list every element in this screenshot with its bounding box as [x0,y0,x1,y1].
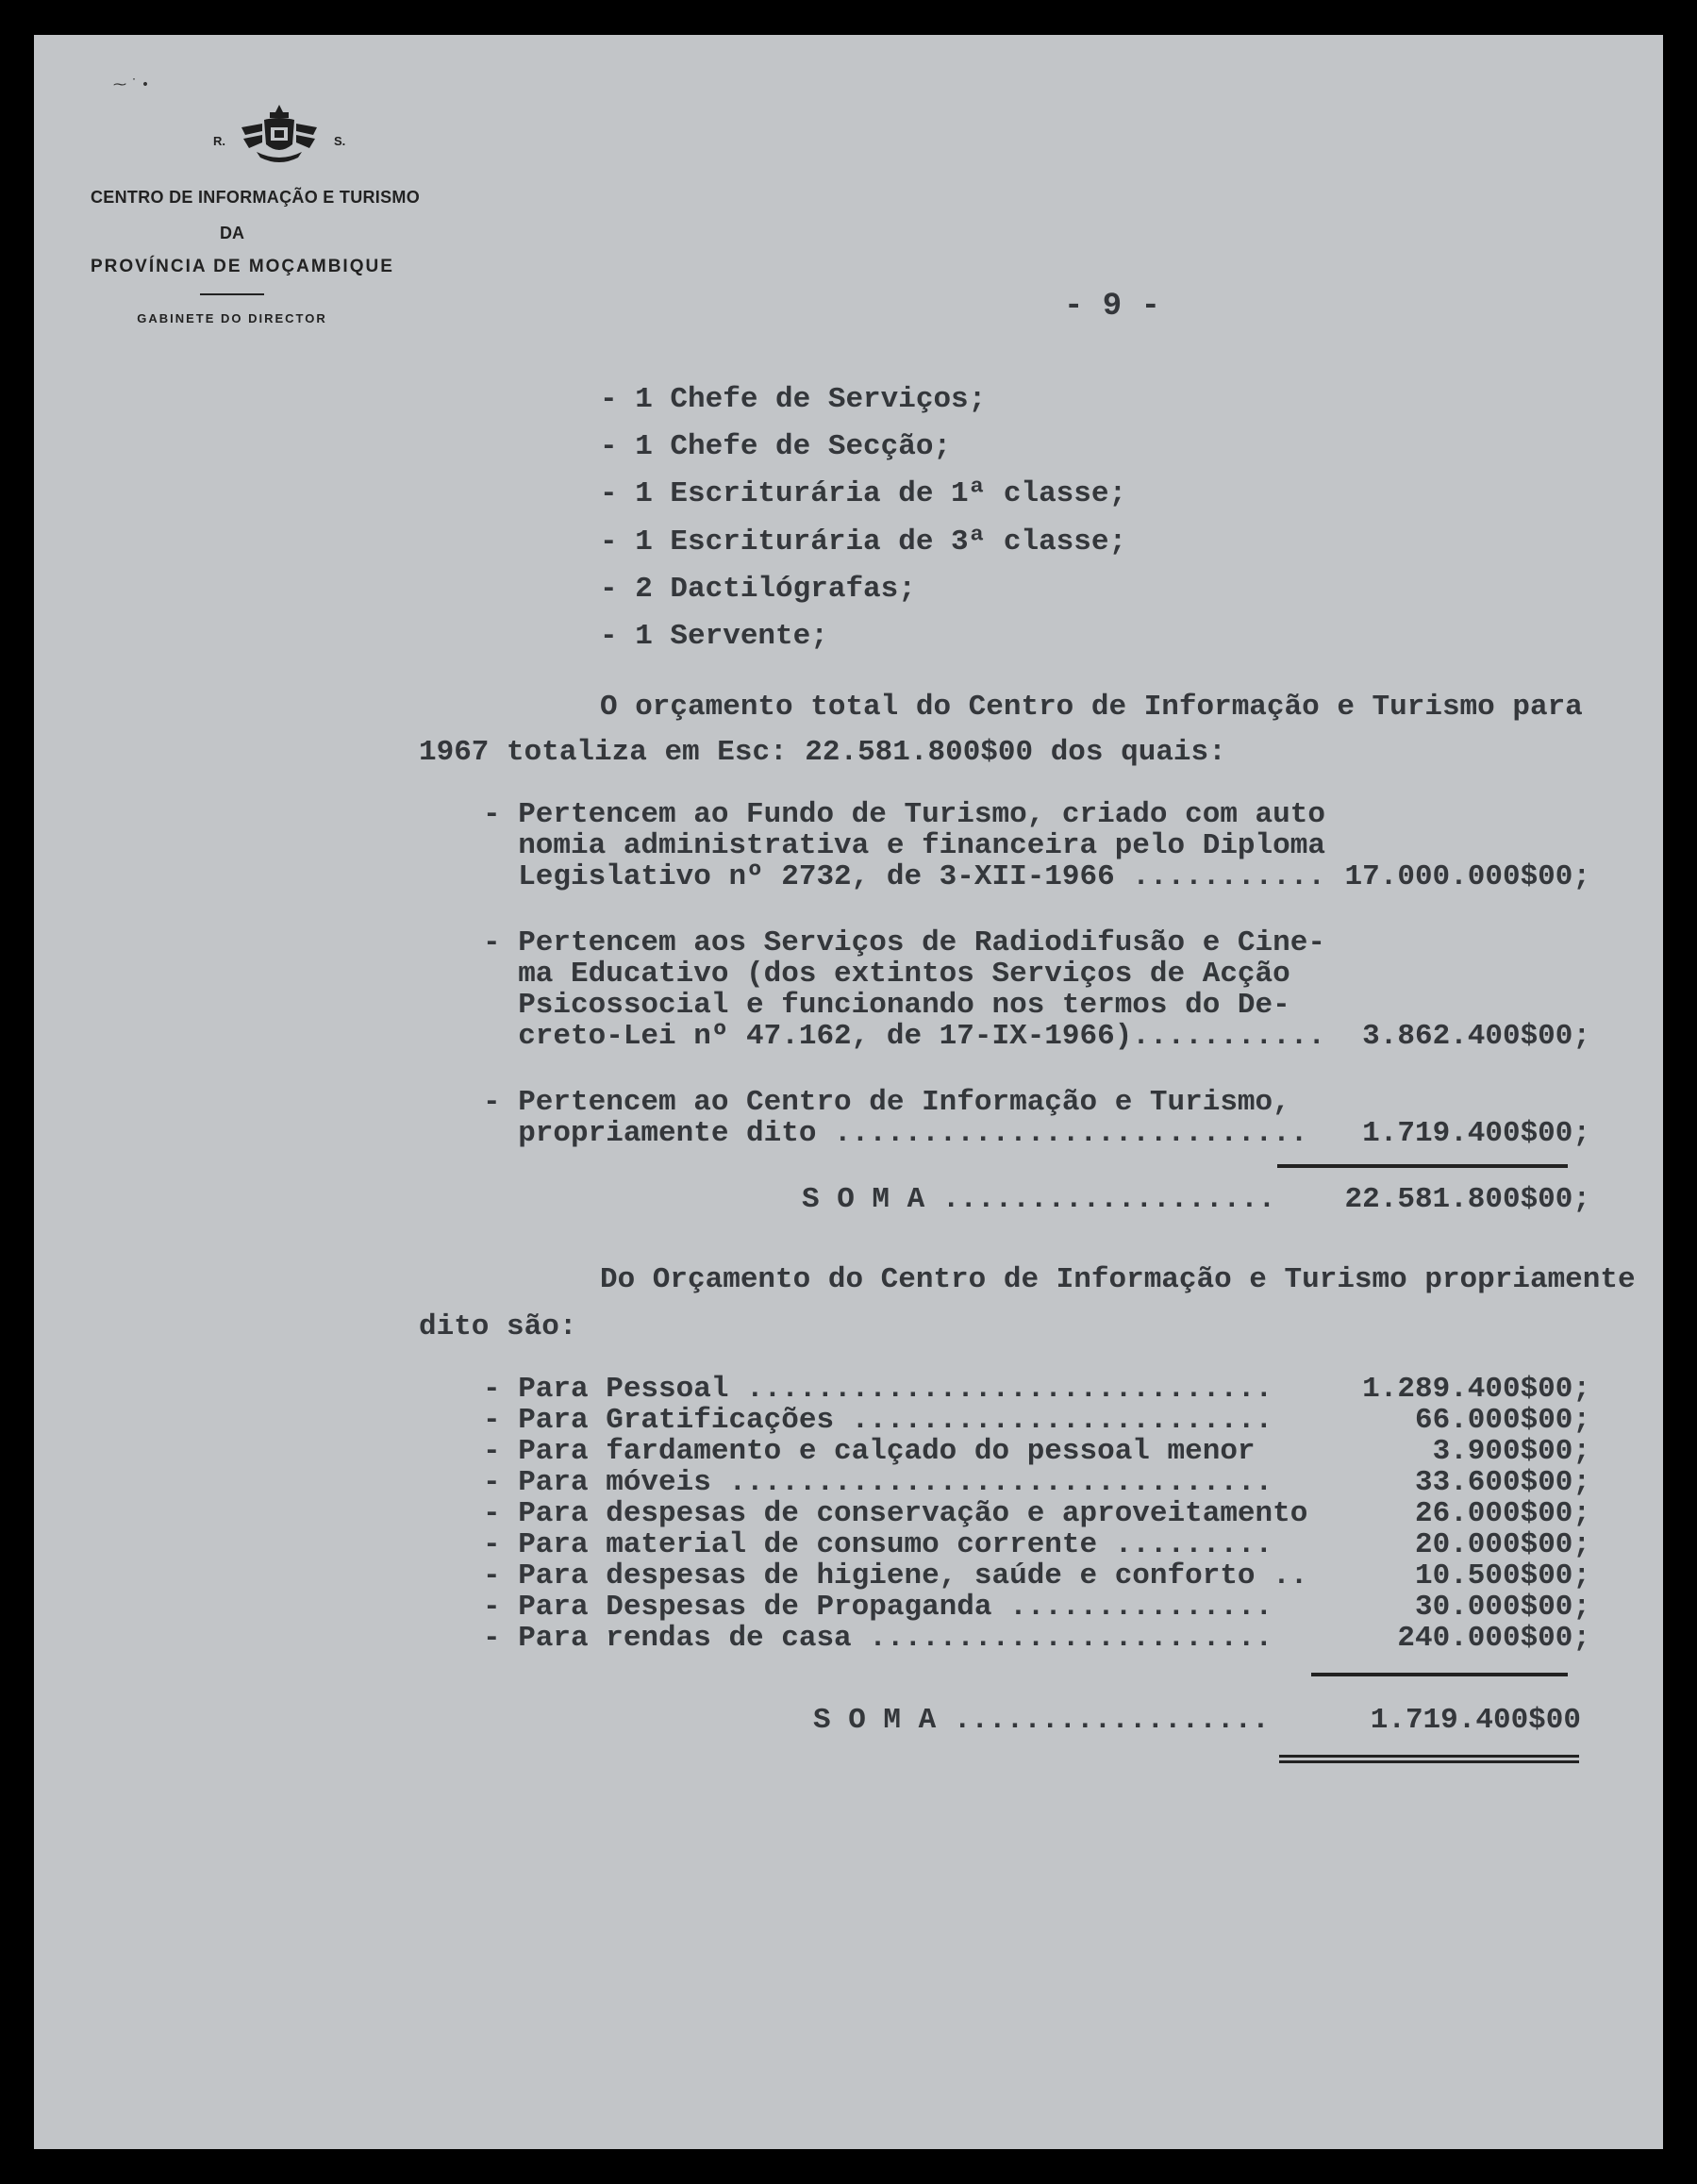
budget-item-line: nomia administrativa e financeira pelo Diploma [483,829,1325,862]
letterhead-line-3: PROVÍNCIA DE MOÇAMBIQUE [91,257,394,276]
detail-row-amount: 66.000$00; [1414,1404,1590,1437]
detail-row-label: - Para rendas de casa ....................... [483,1622,1273,1655]
detail-row-amount: 1.289.400$00; [1362,1373,1590,1406]
letterhead-line-4: GABINETE DO DIRECTOR [137,311,327,325]
sum-rule [1311,1673,1568,1676]
detail-row-amount: 30.000$00; [1414,1591,1590,1624]
budget-item-line: creto-Lei nº 47.162, de 17-IX-1966)........... [483,1020,1325,1053]
document-page [34,35,1663,2149]
staff-item: - 1 Chefe de Secção; [600,430,952,463]
budget-intro-line-2: 1967 totaliza em Esc: 22.581.800$00 dos quais: [419,736,1226,769]
budget-item-amount: 17.000.000$00; [1344,860,1590,893]
budget-item-line: - Pertencem ao Fundo de Turismo, criado com auto [483,798,1325,831]
staff-item: - 1 Escriturária de 1ª classe; [600,477,1127,510]
staff-item: - 1 Escriturária de 3ª classe; [600,525,1127,559]
detail-row-label: - Para Pessoal .............................. [483,1373,1273,1406]
detail-row-label: - Para fardamento e calçado do pessoal menor [483,1435,1256,1468]
double-rule-top [1279,1755,1579,1758]
staff-item: - 2 Dactilógrafas; [600,573,916,606]
letterhead-line-2: DA [220,224,244,242]
detail-intro-line-1: Do Orçamento do Centro de Informação e Turismo propriamente [600,1263,1636,1296]
letterhead-line-1: CENTRO DE INFORMAÇÃO E TURISMO [91,188,420,207]
soma-label: S O M A ................... [802,1183,1276,1216]
budget-item-line: - Pertencem aos Serviços de Radiodifusão e Cine- [483,926,1325,959]
budget-item-amount: 1.719.400$00; [1362,1117,1590,1150]
detail-row-amount: 10.500$00; [1414,1559,1590,1592]
letterhead-r-label: R. [213,134,225,148]
detail-intro-line-2: dito são: [419,1310,577,1343]
letterhead-divider [200,293,264,295]
detail-row-label: - Para material de consumo corrente ......... [483,1528,1273,1561]
ink-speck: ⁓ ˙ • [113,77,150,92]
detail-row-amount: 20.000$00; [1414,1528,1590,1561]
detail-row-label: - Para despesas de conservação e aproveitamento [483,1497,1308,1530]
budget-item-line: ma Educativo (dos extintos Serviços de Acção [483,958,1290,991]
detail-row-label: - Para despesas de higiene, saúde e conforto .. [483,1559,1308,1592]
detail-row-amount: 33.600$00; [1414,1466,1590,1499]
detail-row-label: - Para Gratificações ........................ [483,1404,1273,1437]
staff-item: - 1 Chefe de Serviços; [600,383,987,416]
soma-amount: 22.581.800$00; [1344,1183,1590,1216]
budget-item-line: propriamente dito ........................... [483,1117,1308,1150]
letterhead-s-label: S. [334,134,346,148]
budget-item-line: Psicossocial e funcionando nos termos do De- [483,989,1290,1022]
staff-item: - 1 Servente; [600,620,828,653]
budget-item-amount: 3.862.400$00; [1362,1020,1590,1053]
sum-rule [1277,1164,1568,1168]
detail-row-amount: 3.900$00; [1432,1435,1590,1468]
double-rule-bottom [1279,1760,1579,1763]
detail-row-amount: 240.000$00; [1397,1622,1590,1655]
soma-label: S O M A .................. [813,1704,1270,1737]
detail-row-label: - Para Despesas de Propaganda ............... [483,1591,1273,1624]
coat-of-arms-emblem [240,103,319,169]
soma-amount: 1.719.400$00 [1370,1704,1581,1737]
budget-item-line: Legislativo nº 2732, de 3-XII-1966 ........... [483,860,1325,893]
detail-row-amount: 26.000$00; [1414,1497,1590,1530]
budget-intro-line-1: O orçamento total do Centro de Informação e Turismo para [600,691,1583,724]
page-number: - 9 - [1064,289,1161,325]
budget-item-line: - Pertencem ao Centro de Informação e Turismo, [483,1086,1290,1119]
detail-row-label: - Para móveis ............................... [483,1466,1273,1499]
